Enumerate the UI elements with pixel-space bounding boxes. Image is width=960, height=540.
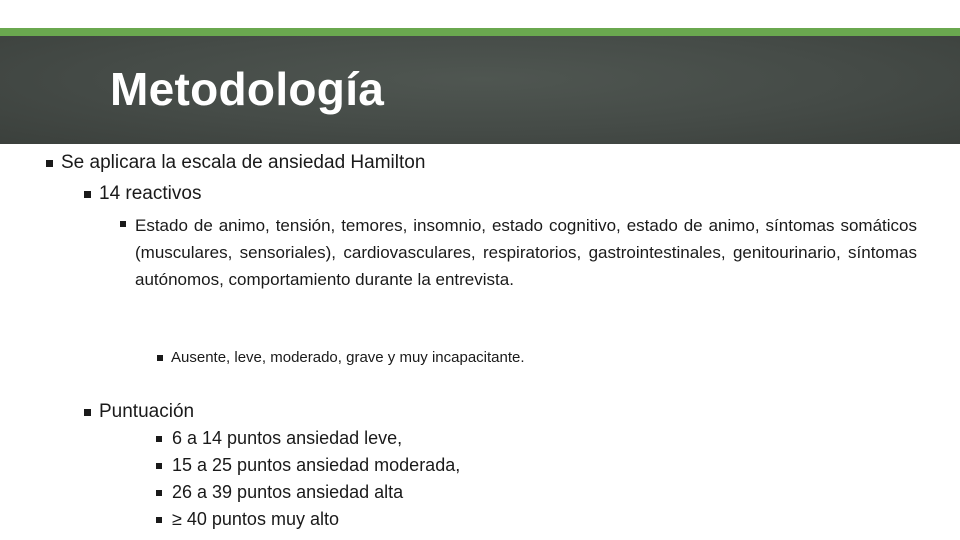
score-item xyxy=(156,509,460,536)
bullet-text: Se aplicara la escala de ansiedad Hamilton xyxy=(61,152,426,173)
bullet-response-options xyxy=(157,349,525,366)
bullet-square-icon xyxy=(84,409,91,416)
bullet-text: Puntuación xyxy=(99,401,195,422)
slide-title: Metodología xyxy=(110,63,385,115)
score-text: 15 a 25 puntos ansiedad moderada, xyxy=(172,455,461,475)
score-item xyxy=(156,455,460,482)
bullet-square-icon xyxy=(84,191,91,198)
bullet-text: 14 reactivos xyxy=(99,183,202,204)
bullet-square-icon xyxy=(156,436,162,442)
score-list xyxy=(156,428,460,536)
score-item xyxy=(156,428,460,455)
score-item xyxy=(156,482,460,509)
bullet-text: Estado de animo, tensión, temores, insomnio, estado cognitivo, estado de animo, síntomas somáticos (musculares, sensoriales), cardiovasculares, respiratorios, gastrointestinales, genitourinario, síntomas autónomos, comportamiento durante la entrevista. xyxy=(135,216,917,289)
score-text: 26 a 39 puntos ansiedad alta xyxy=(172,482,404,502)
bullet-square-icon xyxy=(46,160,53,167)
bullet-text: Ausente, leve, moderado, grave y muy incapacitante. xyxy=(171,349,525,366)
bullet-square-icon xyxy=(156,517,162,523)
bullet-square-icon xyxy=(120,221,126,227)
bullet-hamilton-scale xyxy=(46,152,425,174)
score-text: 6 a 14 puntos ansiedad leve, xyxy=(172,428,403,448)
top-margin xyxy=(0,0,960,28)
accent-bar xyxy=(0,28,960,36)
bullet-square-icon xyxy=(156,463,162,469)
bullet-items-list xyxy=(120,212,917,293)
bullet-square-icon xyxy=(157,355,163,361)
bullet-reactivos xyxy=(84,183,201,205)
bullet-square-icon xyxy=(156,490,162,496)
bullet-puntuacion xyxy=(84,401,194,423)
score-text: ≥ 40 puntos muy alto xyxy=(172,509,339,529)
